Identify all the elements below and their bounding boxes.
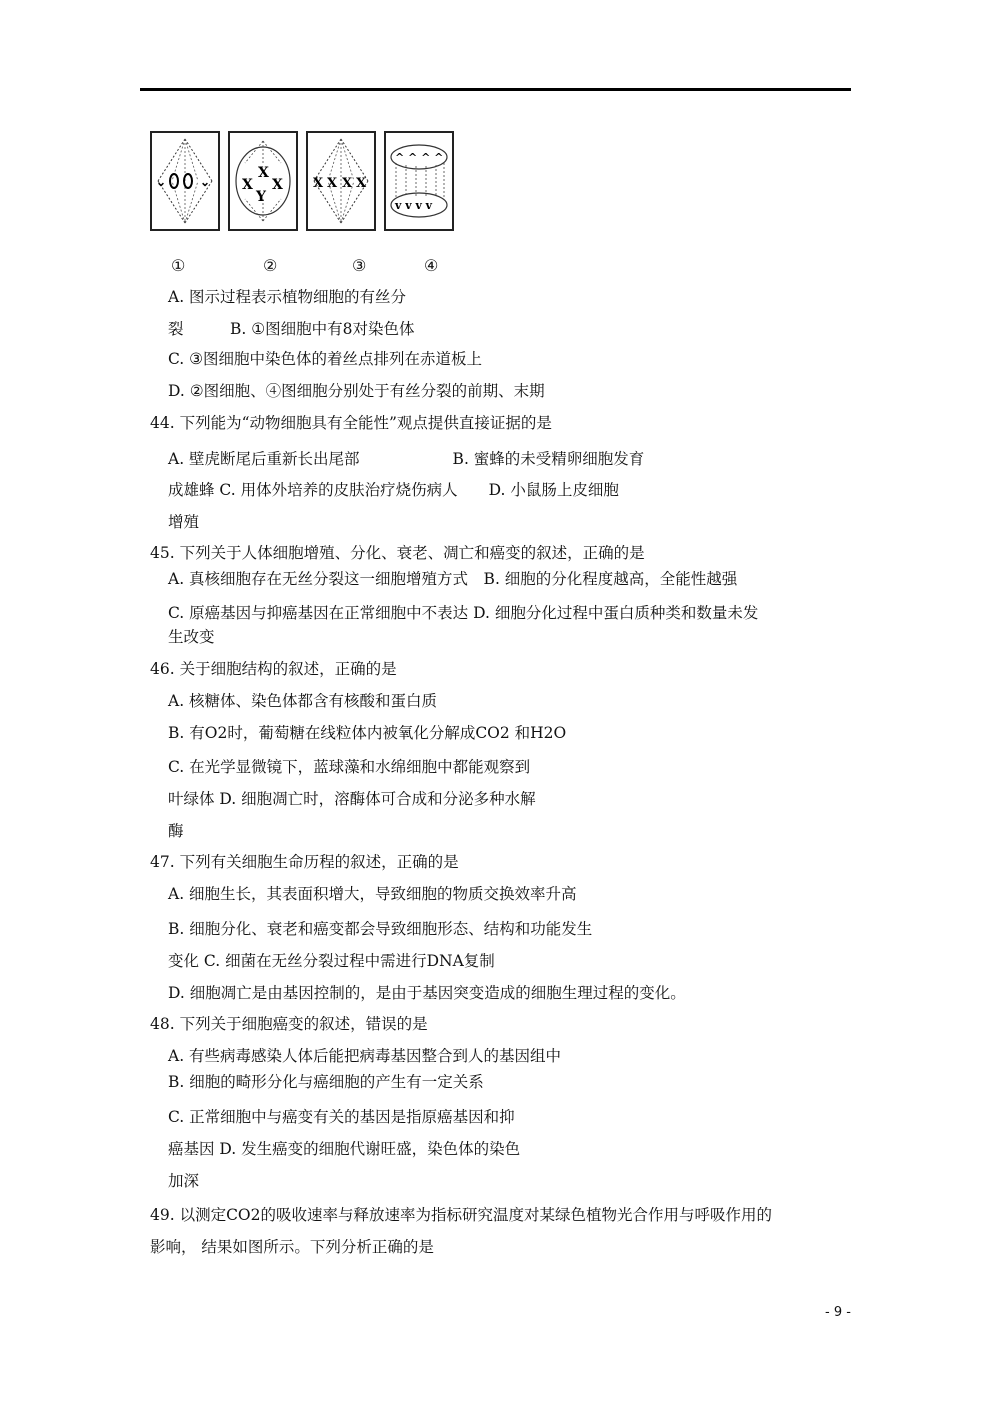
q43-option-a: A. 图示过程表示植物细胞的有丝分 bbox=[168, 288, 407, 306]
q45-option-d-cont: 生改变 bbox=[168, 628, 215, 646]
cell-figure-1 bbox=[150, 131, 220, 231]
mitosis-figure bbox=[150, 131, 460, 233]
q44-stem: 44. 下列能为“动物细胞具有全能性”观点提供直接证据的是 bbox=[150, 414, 552, 432]
svg-text:X: X bbox=[242, 177, 253, 193]
q46-option-a: A. 核糖体、染色体都含有核酸和蛋白质 bbox=[168, 692, 438, 710]
q48-option-d-cont: 加深 bbox=[168, 1172, 200, 1190]
q43-option-b: 裂 B. ①图细胞中有8对染色体 bbox=[168, 320, 415, 338]
svg-text:X: X bbox=[258, 165, 269, 181]
q44-option-d-cont: 增殖 bbox=[168, 513, 200, 531]
q45-options-ab: A. 真核细胞存在无丝分裂这一细胞增殖方式 B. 细胞的分化程度越高，全能性越强 bbox=[168, 570, 738, 588]
cell-figure-3 bbox=[306, 131, 376, 231]
q45-stem: 45. 下列关于人体细胞增殖、分化、衰老、凋亡和癌变的叙述，正确的是 bbox=[150, 544, 645, 562]
q47-option-b: B. 细胞分化、衰老和癌变都会导致细胞形态、结构和功能发生 bbox=[168, 920, 593, 938]
q48-option-c: C. 正常细胞中与癌变有关的基因是指原癌基因和抑 bbox=[168, 1108, 515, 1126]
q48-option-b: B. 细胞的畸形分化与癌细胞的产生有一定关系 bbox=[168, 1073, 484, 1091]
svg-text:^ ^ ^ ^: ^ ^ ^ ^ bbox=[395, 151, 444, 164]
q44-options-cd: 成雄蜂 C. 用体外培养的皮肤治疗烧伤病人 D. 小鼠肠上皮细胞 bbox=[168, 481, 619, 499]
cell-figure-4 bbox=[384, 131, 454, 231]
page-number: - 9 - bbox=[825, 1305, 851, 1320]
figure-label-2: ② bbox=[263, 256, 278, 275]
cell-figure-2 bbox=[228, 131, 298, 231]
svg-text:X: X bbox=[342, 176, 353, 191]
q49-stem-cont: 影响， 结果如图所示。下列分析正确的是 bbox=[150, 1238, 434, 1256]
q45-options-cd: C. 原癌基因与抑癌基因在正常细胞中不表达 D. 细胞分化过程中蛋白质种类和数量未发 bbox=[168, 604, 759, 622]
svg-text:Y: Y bbox=[256, 189, 266, 205]
q48-option-a: A. 有些病毒感染人体后能把病毒基因整合到人的基因组中 bbox=[168, 1047, 562, 1065]
q48-stem: 48. 下列关于细胞癌变的叙述，错误的是 bbox=[150, 1015, 428, 1033]
q47-option-a: A. 细胞生长，其表面积增大，导致细胞的物质交换效率升高 bbox=[168, 885, 577, 903]
svg-text:X: X bbox=[327, 176, 338, 191]
q43-option-c: C. ③图细胞中染色体的着丝点排列在赤道板上 bbox=[168, 350, 483, 368]
svg-text:v v v v: v v v v bbox=[395, 199, 433, 212]
q47-option-d: D. 细胞凋亡是由基因控制的，是由于基因突变造成的细胞生理过程的变化。 bbox=[168, 984, 686, 1002]
q47-option-bc: 变化 C. 细菌在无丝分裂过程中需进行DNA复制 bbox=[168, 952, 495, 970]
q46-option-c: C. 在光学显微镜下，蓝球藻和水绵细胞中都能观察到 bbox=[168, 758, 531, 776]
figure-label-4: ④ bbox=[424, 256, 439, 275]
q46-option-d-cont: 酶 bbox=[168, 822, 184, 840]
svg-text:X: X bbox=[356, 176, 367, 191]
q47-stem: 47. 下列有关细胞生命历程的叙述，正确的是 bbox=[150, 853, 459, 871]
svg-text:X: X bbox=[313, 176, 324, 191]
q43-option-d: D. ②图细胞、④图细胞分别处于有丝分裂的前期、末期 bbox=[168, 382, 545, 400]
q46-option-cd: 叶绿体 D. 细胞凋亡时，溶酶体可合成和分泌多种水解 bbox=[168, 790, 536, 808]
q49-stem: 49. 以测定CO2的吸收速率与释放速率为指标研究温度对某绿色植物光合作用与呼吸作用的 bbox=[150, 1206, 773, 1224]
q46-stem: 46. 关于细胞结构的叙述，正确的是 bbox=[150, 660, 397, 678]
svg-text:⌄: ⌄ bbox=[156, 175, 167, 189]
figure-label-1: ① bbox=[171, 256, 186, 275]
q44-options-ab: A. 壁虎断尾后重新长出尾部 B. 蜜蜂的未受精卵细胞发育 bbox=[168, 450, 645, 468]
svg-text:X: X bbox=[272, 177, 283, 193]
svg-text:⌄: ⌄ bbox=[200, 175, 211, 189]
figure-label-3: ③ bbox=[352, 256, 367, 275]
q46-option-b: B. 有O2时，葡萄糖在线粒体内被氧化分解成CO2 和H2O bbox=[168, 724, 567, 742]
header-rule bbox=[140, 88, 851, 91]
q48-option-cd: 癌基因 D. 发生癌变的细胞代谢旺盛，染色体的染色 bbox=[168, 1140, 521, 1158]
